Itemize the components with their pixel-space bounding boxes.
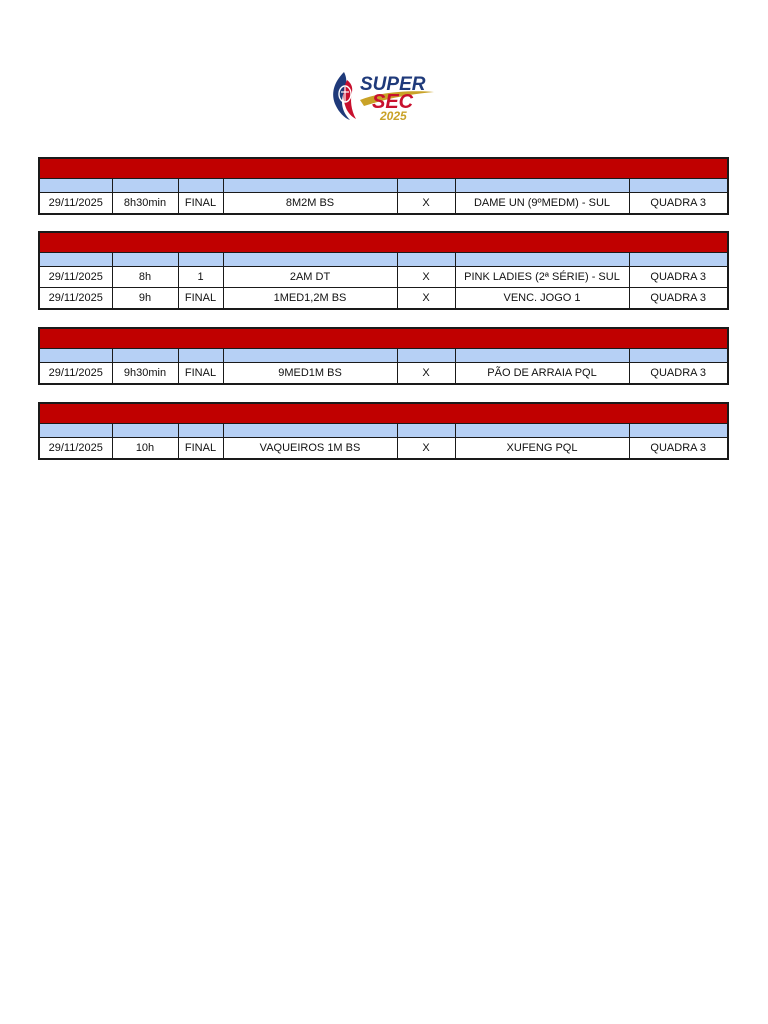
schedule-block-4 — [38, 402, 729, 460]
header-row — [40, 424, 727, 438]
team-b-cell: DAME UN (9ºMEDM) - SUL — [455, 193, 629, 214]
time-cell: 10h — [112, 438, 178, 459]
game-cell: FINAL — [178, 363, 223, 384]
schedule-table — [40, 253, 727, 308]
date-cell: 29/11/2025 — [40, 193, 112, 214]
header-row — [40, 179, 727, 193]
logo-emblem-icon — [330, 70, 440, 122]
table-row — [40, 288, 727, 309]
versus-cell: X — [397, 267, 455, 288]
versus-cell: X — [397, 288, 455, 309]
date-cell: 29/11/2025 — [40, 363, 112, 384]
court-cell: QUADRA 3 — [629, 363, 727, 384]
team-b-cell: PINK LADIES (2ª SÉRIE) - SUL — [455, 267, 629, 288]
court-cell: QUADRA 3 — [629, 438, 727, 459]
court-cell: QUADRA 3 — [629, 193, 727, 214]
team-a-cell: 9MED1M BS — [223, 363, 397, 384]
versus-cell: X — [397, 363, 455, 384]
court-cell: QUADRA 3 — [629, 267, 727, 288]
table-row — [40, 438, 727, 459]
team-a-cell: 2AM DT — [223, 267, 397, 288]
block-title-bar — [40, 329, 727, 349]
team-a-cell: VAQUEIROS 1M BS — [223, 438, 397, 459]
team-b-cell: PÃO DE ARRAIA PQL — [455, 363, 629, 384]
versus-cell: X — [397, 193, 455, 214]
table-row — [40, 267, 727, 288]
time-cell: 9h — [112, 288, 178, 309]
schedule-table — [40, 179, 727, 213]
team-b-cell: VENC. JOGO 1 — [455, 288, 629, 309]
table-row — [40, 193, 727, 214]
versus-cell: X — [397, 438, 455, 459]
header-row — [40, 349, 727, 363]
schedule-block-2 — [38, 231, 729, 310]
super-sec-logo — [330, 70, 440, 122]
date-cell: 29/11/2025 — [40, 438, 112, 459]
court-cell: QUADRA 3 — [629, 288, 727, 309]
time-cell: 8h — [112, 267, 178, 288]
block-title-bar — [40, 404, 727, 424]
team-b-cell: XUFENG PQL — [455, 438, 629, 459]
date-cell: 29/11/2025 — [40, 267, 112, 288]
schedule-table — [40, 349, 727, 383]
svg-text:SEC: SEC — [372, 91, 414, 113]
svg-text:2025: 2025 — [380, 109, 407, 122]
schedule-table — [40, 424, 727, 458]
game-cell: 1 — [178, 267, 223, 288]
time-cell: 9h30min — [112, 363, 178, 384]
game-cell: FINAL — [178, 438, 223, 459]
table-row — [40, 363, 727, 384]
block-title-bar — [40, 233, 727, 253]
game-cell: FINAL — [178, 193, 223, 214]
header-row — [40, 253, 727, 267]
svg-text:SUPER: SUPER — [360, 74, 426, 95]
game-cell: FINAL — [178, 288, 223, 309]
schedule-block-1 — [38, 157, 729, 215]
block-title-bar — [40, 159, 727, 179]
team-a-cell: 1MED1,2M BS — [223, 288, 397, 309]
team-a-cell: 8M2M BS — [223, 193, 397, 214]
time-cell: 8h30min — [112, 193, 178, 214]
schedule-block-3 — [38, 327, 729, 385]
date-cell: 29/11/2025 — [40, 288, 112, 309]
